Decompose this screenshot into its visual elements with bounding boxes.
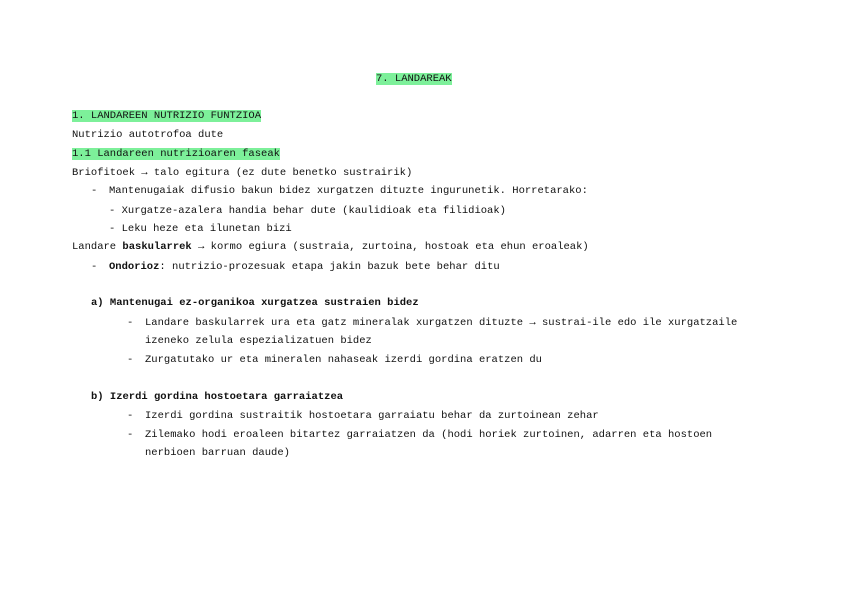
page-title (376, 72, 452, 86)
briofitoak-line: Briofitoek → talo egitura (ez dute benetko sustrairik) (72, 167, 413, 179)
ondorioz-text: : nutrizio-prozesuak etapa jakin bazuk bete behar ditu (159, 261, 500, 273)
page-title-text: 7. LANDAREAK (376, 73, 452, 85)
section-heading-text: 1. LANDAREEN NUTRIZIO FUNTZIOA (72, 110, 262, 122)
a-bullet-2: Zurgatutako ur eta mineralen nahaseak izerdi gordina eratzen du (145, 354, 542, 366)
b-bullet-2-line-1: Zilemako hodi eroaleen bitartez garraiatzen da (hodi horiek zurtoinen, adarren eta hostoen (145, 429, 713, 441)
intro-line: Nutrizio autotrofoa dute (72, 129, 224, 141)
a-bullet-1-line-1: Landare baskularrek ura eta gatz mineralak xurgatzen dituzte → sustrai-ile edo ile xurgatzaile (145, 317, 738, 329)
b-bullet-1: Izerdi gordina sustraitik hostoetara garraiatu behar da zurtoinean zehar (145, 410, 599, 422)
a-bullet-1-line-2: izeneko zelula espezializatuen bidez (145, 335, 372, 347)
bullet-dash: - (127, 429, 134, 441)
briofitoak-subitem-2: - Leku heze eta ilunetan bizi (109, 223, 292, 235)
baskularrak-bold: baskularrek (122, 241, 192, 253)
bullet-dash: - (127, 410, 134, 422)
b-bullet-2-line-2: nerbioen barruan daude) (145, 447, 290, 459)
bullet-dash: - (91, 261, 98, 273)
subheading-a: a) Mantenugai ez-organikoa xurgatzea sustraien bidez (91, 297, 419, 309)
subsection-heading (72, 147, 280, 161)
baskularrak-prefix: Landare (72, 241, 123, 253)
briofitoak-subitem-1: - Xurgatze-azalera handia behar dute (kaulidioak eta filidioak) (109, 205, 506, 217)
bullet-dash: - (127, 354, 134, 366)
subsection-heading-text: 1.1 Landareen nutrizioaren faseak (72, 148, 280, 160)
baskularrak-suffix: → kormo egiura (sustraia, zurtoina, hostoak eta ehun eroaleak) (191, 241, 589, 253)
briofitoak-bullet: Mantenugaiak difusio bakun bidez xurgatzen dituzte ingurunetik. Horretarako: (109, 185, 588, 197)
section-heading (72, 109, 261, 123)
bullet-dash: - (127, 317, 134, 329)
bullet-dash: - (91, 185, 98, 197)
subheading-b: b) Izerdi gordina hostoetara garraiatzea (91, 391, 344, 403)
baskularrak-line (72, 240, 589, 254)
ondorioz-line (109, 260, 500, 274)
ondorioz-bold: Ondorioz (109, 261, 160, 273)
